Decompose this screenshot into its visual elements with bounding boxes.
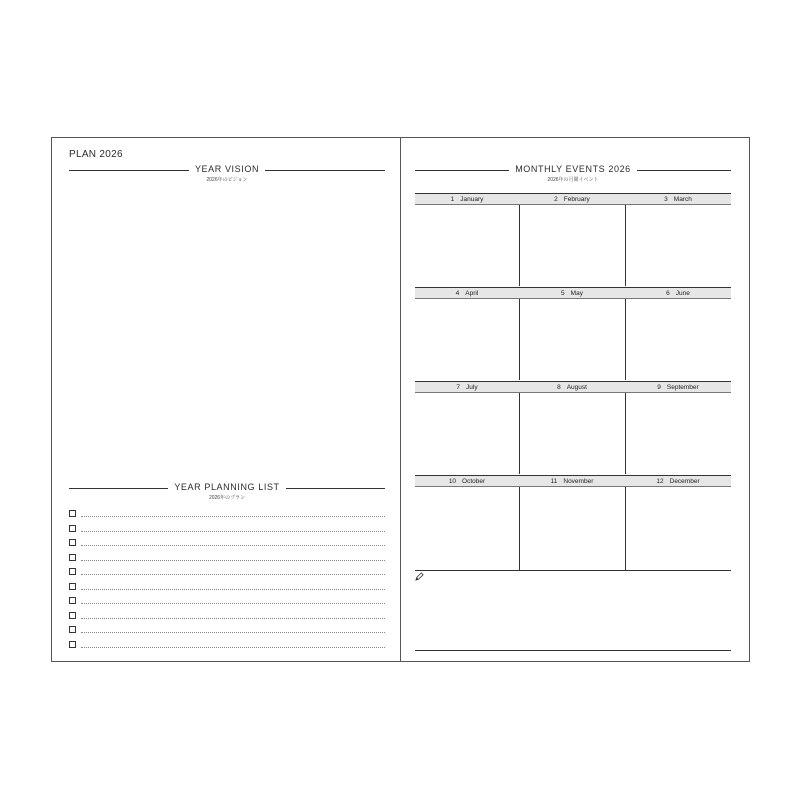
month-name: March	[673, 196, 692, 203]
month-number: 7	[456, 384, 461, 391]
planning-list-item	[69, 523, 385, 537]
planning-list-item	[69, 552, 385, 566]
month-name: December	[669, 478, 700, 485]
month-number: 11	[550, 478, 558, 485]
planning-list-item	[69, 639, 385, 653]
month-number: 9	[657, 384, 661, 391]
year-planning-list-header	[69, 481, 385, 507]
month-cell-october[interactable]	[415, 487, 519, 570]
month-name: April	[465, 290, 479, 297]
year-planning-list-subtitle: 2026年のプラン	[208, 495, 246, 501]
month-name: October	[462, 478, 486, 485]
planning-list-item	[69, 566, 385, 580]
planning-list-item	[69, 537, 385, 551]
month-number: 2	[554, 196, 558, 203]
month-cell-july[interactable]	[415, 393, 519, 474]
month-name: February	[563, 196, 590, 203]
notes-top-rule	[415, 570, 731, 571]
month-name: June	[675, 290, 690, 297]
month-name: July	[466, 384, 478, 391]
month-cell-january[interactable]	[415, 205, 519, 286]
monthly-events-subtitle: 2026年の月間イベント	[547, 177, 599, 183]
month-cell-november[interactable]	[519, 487, 625, 570]
plan-title: PLAN 2026	[69, 149, 123, 160]
month-number: 10	[448, 478, 457, 485]
month-number: 1	[450, 196, 455, 203]
month-name: January	[460, 196, 484, 203]
checkbox-icon[interactable]	[69, 510, 76, 517]
month-cell-march[interactable]	[625, 205, 731, 286]
dotted-writing-line	[81, 632, 385, 633]
year-vision-header	[69, 163, 385, 189]
month-number: 8	[557, 384, 561, 391]
month-name: September	[666, 384, 699, 391]
year-vision-title: YEAR VISION	[69, 164, 385, 174]
planning-list-item	[69, 624, 385, 638]
month-number: 12	[656, 478, 664, 485]
dotted-writing-line	[81, 531, 385, 532]
year-vision-subtitle: 2026年のビジョン	[206, 177, 248, 183]
checkbox-icon[interactable]	[69, 539, 76, 546]
dotted-writing-line	[81, 574, 385, 575]
planning-list-item	[69, 581, 385, 595]
checkbox-icon[interactable]	[69, 626, 76, 633]
month-number: 3	[664, 196, 668, 203]
checkbox-icon[interactable]	[69, 612, 76, 619]
dotted-writing-line	[81, 560, 385, 561]
checkbox-icon[interactable]	[69, 641, 76, 648]
dotted-writing-line	[81, 589, 385, 590]
dotted-writing-line	[81, 603, 385, 604]
checkbox-icon[interactable]	[69, 568, 76, 575]
planning-list-item	[69, 610, 385, 624]
notes-bottom-rule	[415, 650, 731, 651]
month-number: 4	[455, 290, 460, 297]
month-number: 5	[561, 290, 565, 297]
month-name: May	[570, 290, 583, 297]
checkbox-icon[interactable]	[69, 525, 76, 532]
dotted-writing-line	[81, 647, 385, 648]
monthly-events-title: MONTHLY EVENTS 2026	[415, 164, 731, 174]
month-cell-june[interactable]	[625, 299, 731, 380]
month-cell-december[interactable]	[625, 487, 731, 570]
month-cell-april[interactable]	[415, 299, 519, 380]
month-cell-september[interactable]	[625, 393, 731, 474]
dotted-writing-line	[81, 516, 385, 517]
pencil-icon	[415, 572, 424, 581]
planning-list-item	[69, 508, 385, 522]
page-gutter	[400, 137, 401, 662]
dotted-writing-line	[81, 545, 385, 546]
month-name: August	[566, 384, 587, 391]
month-name: November	[563, 478, 594, 485]
year-planning-list-title: YEAR PLANNING LIST	[69, 482, 385, 492]
month-number: 6	[666, 290, 670, 297]
planning-list-item	[69, 595, 385, 609]
month-cell-august[interactable]	[519, 393, 625, 474]
month-cell-february[interactable]	[519, 205, 625, 286]
checkbox-icon[interactable]	[69, 597, 76, 604]
checkbox-icon[interactable]	[69, 583, 76, 590]
checkbox-icon[interactable]	[69, 554, 76, 561]
dotted-writing-line	[81, 618, 385, 619]
monthly-events-header	[415, 163, 731, 189]
month-cell-may[interactable]	[519, 299, 625, 380]
